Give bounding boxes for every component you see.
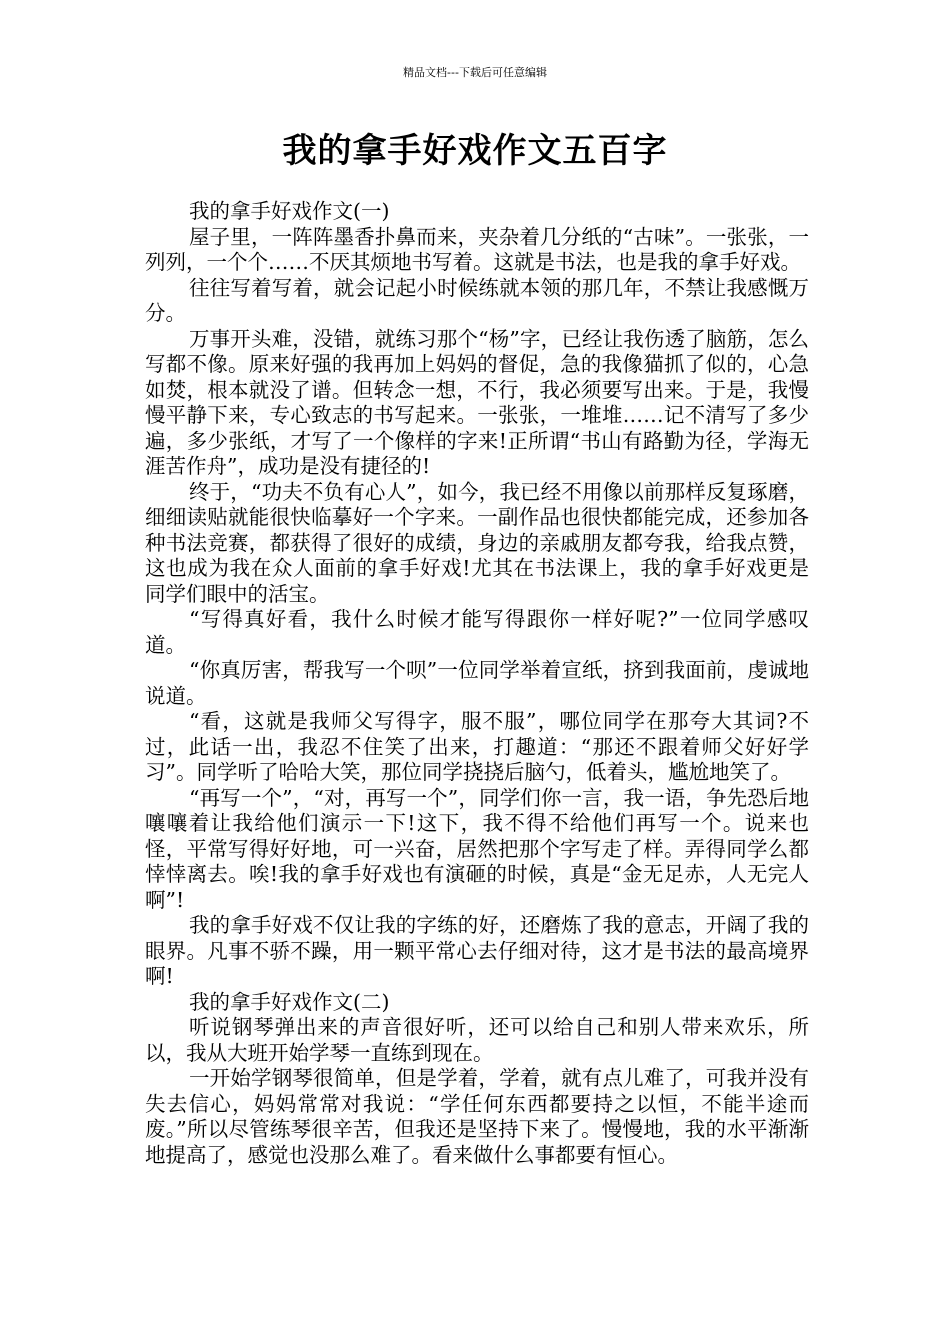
- paragraph: “你真厉害，帮我写一个呗”一位同学举着宣纸，挤到我面前，虔诚地说道。: [145, 658, 809, 708]
- paragraph: “再写一个”，“对，再写一个”，同学们你一言，我一语，争先恐后地嚷嚷着让我给他们演示一下!这下，我不得不给他们再写一个。说来也怪，平常写得好好地，可一兴奋，居然把那个字写走了样。弄得同学么都悻悻离去。唉!我的拿手好戏也有演砸的时候，真是“金无足赤，人无完人啊”!: [145, 785, 809, 912]
- subtitle-essay-one: 我的拿手好戏作文(一): [189, 199, 390, 223]
- paragraph: 一开始学钢琴很简单，但是学着，学着，就有点儿难了，可我并没有失去信心，妈妈常常对我说：“学任何东西都要持之以恒，不能半途而废。”所以尽管练琴很辛苦，但我还是坚持下来了。慢慢地，我的水平渐渐地提高了，感觉也没那么难了。看来做什么事都要有恒心。: [145, 1066, 809, 1167]
- paragraph: 听说钢琴弹出来的声音很好听，还可以给自己和别人带来欢乐，所以，我从大班开始学琴一直练到现在。: [145, 1015, 809, 1065]
- paragraph: 往往写着写着，就会记起小时候练就本领的那几年，不禁让我感慨万分。: [145, 275, 809, 325]
- paragraph: 屋子里，一阵阵墨香扑鼻而来，夹杂着几分纸的“古味”。一张张，一列列，一个个……不厌其烦地书写着。这就是书法，也是我的拿手好戏。: [145, 224, 809, 274]
- paragraph: “看，这就是我师父写得字，服不服”，哪位同学在那夸大其词?不过，此话一出，我忍不住笑了出来，打趣道：“那还不跟着师父好好学习”。同学听了哈哈大笑，那位同学挠挠后脑勺，低着头，尴尬地笑了。: [145, 709, 809, 784]
- page-header-note: 精品文档---下载后可任意编辑: [403, 66, 547, 79]
- paragraph: 终于，“功夫不负有心人”，如今，我已经不用像以前那样反复琢磨，细细读贴就能很快临摹好一个字来。一副作品也很快都能完成，还参加各种书法竞赛，都获得了很好的成绩，身边的亲戚朋友都夸我，给我点赞，这也成为我在众人面前的拿手好戏!尤其在书法课上，我的拿手好戏更是同学们眼中的活宝。: [145, 479, 809, 606]
- document-body: [145, 199, 809, 1168]
- paragraph: 万事开头难，没错，就练习那个“杨”字，已经让我伤透了脑筋，怎么写都不像。原来好强的我再加上妈妈的督促，急的我像猫抓了似的，心急如焚，根本就没了谱。但转念一想，不行，我必须要写出来。于是，我慢慢平静下来，专心致志的书写起来。一张张，一堆堆……记不清写了多少遍，多少张纸，才写了一个像样的字来!正所谓“书山有路勤为径，学海无涯苦作舟”，成功是没有捷径的!: [145, 326, 809, 478]
- document-title: 我的拿手好戏作文五百字: [282, 131, 668, 171]
- paragraph: “写得真好看，我什么时候才能写得跟你一样好呢?”一位同学感叹道。: [145, 607, 809, 657]
- paragraph: 我的拿手好戏不仅让我的字练的好，还磨炼了我的意志，开阔了我的眼界。凡事不骄不躁，用一颗平常心去仔细对待，这才是书法的最高境界啊!: [145, 913, 809, 988]
- subtitle-essay-two: 我的拿手好戏作文(二): [189, 989, 390, 1014]
